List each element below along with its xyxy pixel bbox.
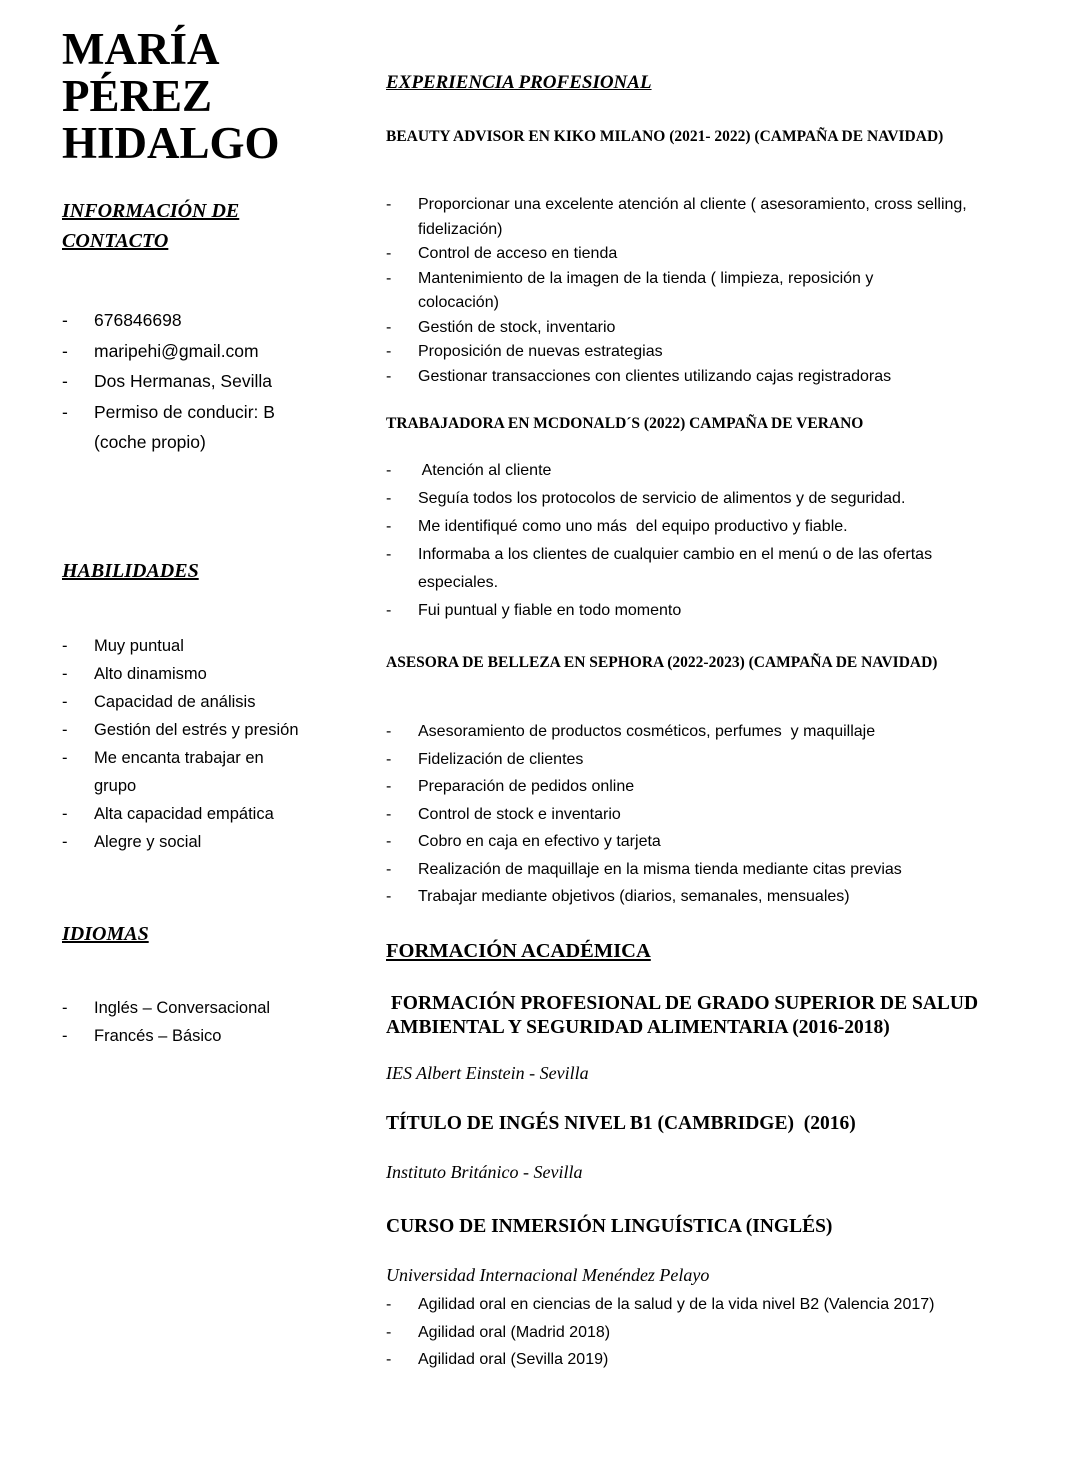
dash-bullet: - [62, 340, 68, 361]
dash-bullet: - [62, 371, 68, 391]
dash-bullet: - [386, 750, 392, 768]
job-title-kiko: BEAUTY ADVISOR EN KIKO MILANO (2021- 2022) (CAMPAÑA DE NAVIDAD) [386, 128, 944, 145]
immersion-course-list [386, 1291, 1026, 1374]
contact-section [62, 196, 239, 256]
experience-heading: EXPERIENCIA PROFESIONAL [386, 72, 652, 93]
dash-bullet: - [386, 1323, 392, 1341]
dash-bullet: - [386, 1296, 392, 1313]
skill-text: Me encanta trabajar en grupo [94, 749, 264, 795]
task-item [386, 856, 1026, 884]
dash-bullet: - [386, 269, 392, 287]
task-text: Fui puntual y fiable en todo momento [418, 602, 682, 619]
skill-item [62, 632, 332, 660]
dash-bullet: - [386, 518, 392, 535]
driving-license: Permiso de conducir: B (coche propio) [94, 401, 275, 452]
job-title-sephora: ASESORA DE BELLEZA EN SEPHORA (2022-2023) (CAMPAÑA DE NAVIDAD) [386, 654, 938, 671]
task-item [386, 883, 1026, 911]
language-text: Francés – Básico [94, 1027, 222, 1045]
task-item [386, 485, 1016, 513]
task-item [386, 193, 1016, 242]
course-item [386, 1346, 1026, 1374]
education-heading: FORMACIÓN ACADÉMICA [386, 940, 651, 962]
skills-heading: HABILIDADES [62, 560, 199, 582]
contact-license [62, 397, 322, 458]
education-title-immersion: CURSO DE INMERSIÓN LINGUÍSTICA (INGLÉS) [386, 1216, 833, 1237]
task-item [386, 597, 1016, 625]
task-item [386, 267, 1016, 316]
dash-bullet: - [386, 245, 392, 262]
dash-bullet: - [386, 318, 392, 336]
dash-bullet: - [62, 833, 68, 851]
task-text: Informaba a los clientes de cualquier cambio en el menú o de las ofertas especiales. [418, 546, 933, 591]
dash-bullet: - [386, 546, 392, 563]
task-text: Proposición de nuevas estrategias [418, 343, 663, 360]
dash-bullet: - [386, 805, 392, 823]
dash-bullet: - [386, 888, 392, 905]
contact-heading [62, 196, 239, 256]
name-line-surname1: PÉREZ [62, 71, 213, 121]
job-tasks-kiko [386, 193, 1016, 389]
education-title-fp: FORMACIÓN PROFESIONAL DE GRADO SUPERIOR DE SALUD AMBIENTAL Y SEGURIDAD ALIMENTARIA (2016-2018) [386, 993, 982, 1038]
task-item [386, 513, 1016, 541]
task-item [386, 801, 1026, 829]
contact-phone [62, 305, 322, 336]
skill-item [62, 828, 332, 856]
course-text: Agilidad oral (Madrid 2018) [418, 1323, 611, 1341]
location: Dos Hermanas, Sevilla [94, 371, 272, 391]
task-item [386, 828, 1026, 856]
task-item [386, 718, 1026, 746]
dash-bullet: - [386, 196, 392, 213]
dash-bullet: - [62, 999, 68, 1017]
task-text: Preparación de pedidos online [418, 778, 635, 795]
contact-location [62, 366, 322, 397]
task-text: Gestionar transacciones con clientes utilizando cajas registradoras [418, 367, 892, 385]
task-item [386, 457, 1016, 485]
dash-bullet: - [386, 490, 392, 507]
course-item [386, 1291, 1026, 1319]
skill-item [62, 688, 332, 716]
dash-bullet: - [62, 805, 68, 823]
task-item [386, 541, 1016, 597]
dash-bullet: - [62, 401, 68, 422]
task-text: Fidelización de clientes [418, 750, 584, 768]
dash-bullet: - [386, 778, 392, 795]
task-text: Seguía todos los protocolos de servicio de alimentos y de seguridad. [418, 490, 906, 507]
education-title-cambridge: TÍTULO DE INGÉS NIVEL B1 (CAMBRIDGE) (2016) [386, 1113, 856, 1134]
languages-list [62, 994, 332, 1050]
course-text: Agilidad oral (Sevilla 2019) [418, 1351, 609, 1368]
contact-heading-line2: CONTACTO [62, 230, 169, 252]
dash-bullet: - [386, 602, 392, 619]
task-text: Gestión de stock, inventario [418, 318, 616, 336]
name-line-first: MARÍA [62, 24, 220, 74]
task-item [386, 316, 1016, 341]
contact-heading-line1: INFORMACIÓN DE [62, 200, 240, 222]
dash-bullet: - [386, 1351, 392, 1368]
task-text: Atención al cliente [418, 462, 552, 479]
candidate-name [62, 26, 280, 167]
dash-bullet: - [386, 367, 392, 385]
skill-item [62, 800, 332, 828]
language-item [62, 994, 332, 1022]
email-address: maripehi@gmail.com [94, 340, 259, 361]
task-text: Control de stock e inventario [418, 805, 621, 823]
phone-number: 676846698 [94, 310, 182, 330]
dash-bullet: - [62, 721, 68, 739]
dash-bullet: - [62, 665, 68, 683]
job-tasks-mcdonalds [386, 457, 1016, 625]
task-item [386, 242, 1016, 267]
task-text: Control de acceso en tienda [418, 245, 618, 262]
name-line-surname2: HIDALGO [62, 118, 280, 168]
education-institution-uimp: Universidad Internacional Menéndez Pelayo [386, 1265, 710, 1285]
skill-text: Capacidad de análisis [94, 693, 256, 711]
skill-text: Alta capacidad empática [94, 805, 274, 823]
task-text: Cobro en caja en efectivo y tarjeta [418, 833, 661, 850]
dash-bullet: - [62, 637, 68, 655]
education-institution-cambridge: Instituto Británico - Sevilla [386, 1162, 583, 1182]
dash-bullet: - [386, 462, 392, 479]
education-institution-fp: IES Albert Einstein - Sevilla [386, 1063, 589, 1083]
dash-bullet: - [386, 833, 392, 850]
language-text: Inglés – Conversacional [94, 999, 271, 1017]
task-text: Trabajar mediante objetivos (diarios, semanales, mensuales) [418, 888, 850, 905]
course-item [386, 1319, 1026, 1347]
task-item [386, 773, 1026, 801]
task-text: Realización de maquillaje en la misma tienda mediante citas previas [418, 860, 902, 878]
skill-item [62, 744, 332, 800]
dash-bullet: - [386, 723, 392, 740]
skill-text: Alto dinamismo [94, 665, 207, 683]
dash-bullet: - [386, 860, 392, 878]
contact-email [62, 336, 322, 367]
dash-bullet: - [386, 343, 392, 360]
job-tasks-sephora [386, 718, 1026, 911]
skill-text: Alegre y social [94, 833, 202, 851]
skill-text: Gestión del estrés y presión [94, 721, 299, 739]
task-text: Proporcionar una excelente atención al cliente ( asesoramiento, cross selling, fidelización) [418, 196, 967, 238]
skill-item [62, 660, 332, 688]
languages-heading: IDIOMAS [62, 923, 149, 945]
course-text: Agilidad oral en ciencias de la salud y de la vida nivel B2 (Valencia 2017) [418, 1296, 935, 1313]
contact-list [62, 305, 322, 458]
dash-bullet: - [62, 310, 68, 330]
skill-text: Muy puntual [94, 637, 184, 655]
language-item [62, 1022, 332, 1050]
task-item [386, 365, 1016, 390]
task-text: Asesoramiento de productos cosméticos, perfumes y maquillaje [418, 723, 876, 740]
dash-bullet: - [62, 749, 68, 767]
job-title-mcdonalds: TRABAJADORA EN MCDONALD´S (2022) CAMPAÑA DE VERANO [386, 415, 864, 432]
task-text: Me identifiqué como uno más del equipo productivo y fiable. [418, 518, 848, 535]
task-text: Mantenimiento de la imagen de la tienda ( limpieza, reposición y colocación) [418, 269, 874, 311]
task-item [386, 340, 1016, 365]
dash-bullet: - [62, 693, 68, 711]
skills-list [62, 632, 332, 856]
task-item [386, 746, 1026, 774]
skill-item [62, 716, 332, 744]
dash-bullet: - [62, 1027, 68, 1045]
